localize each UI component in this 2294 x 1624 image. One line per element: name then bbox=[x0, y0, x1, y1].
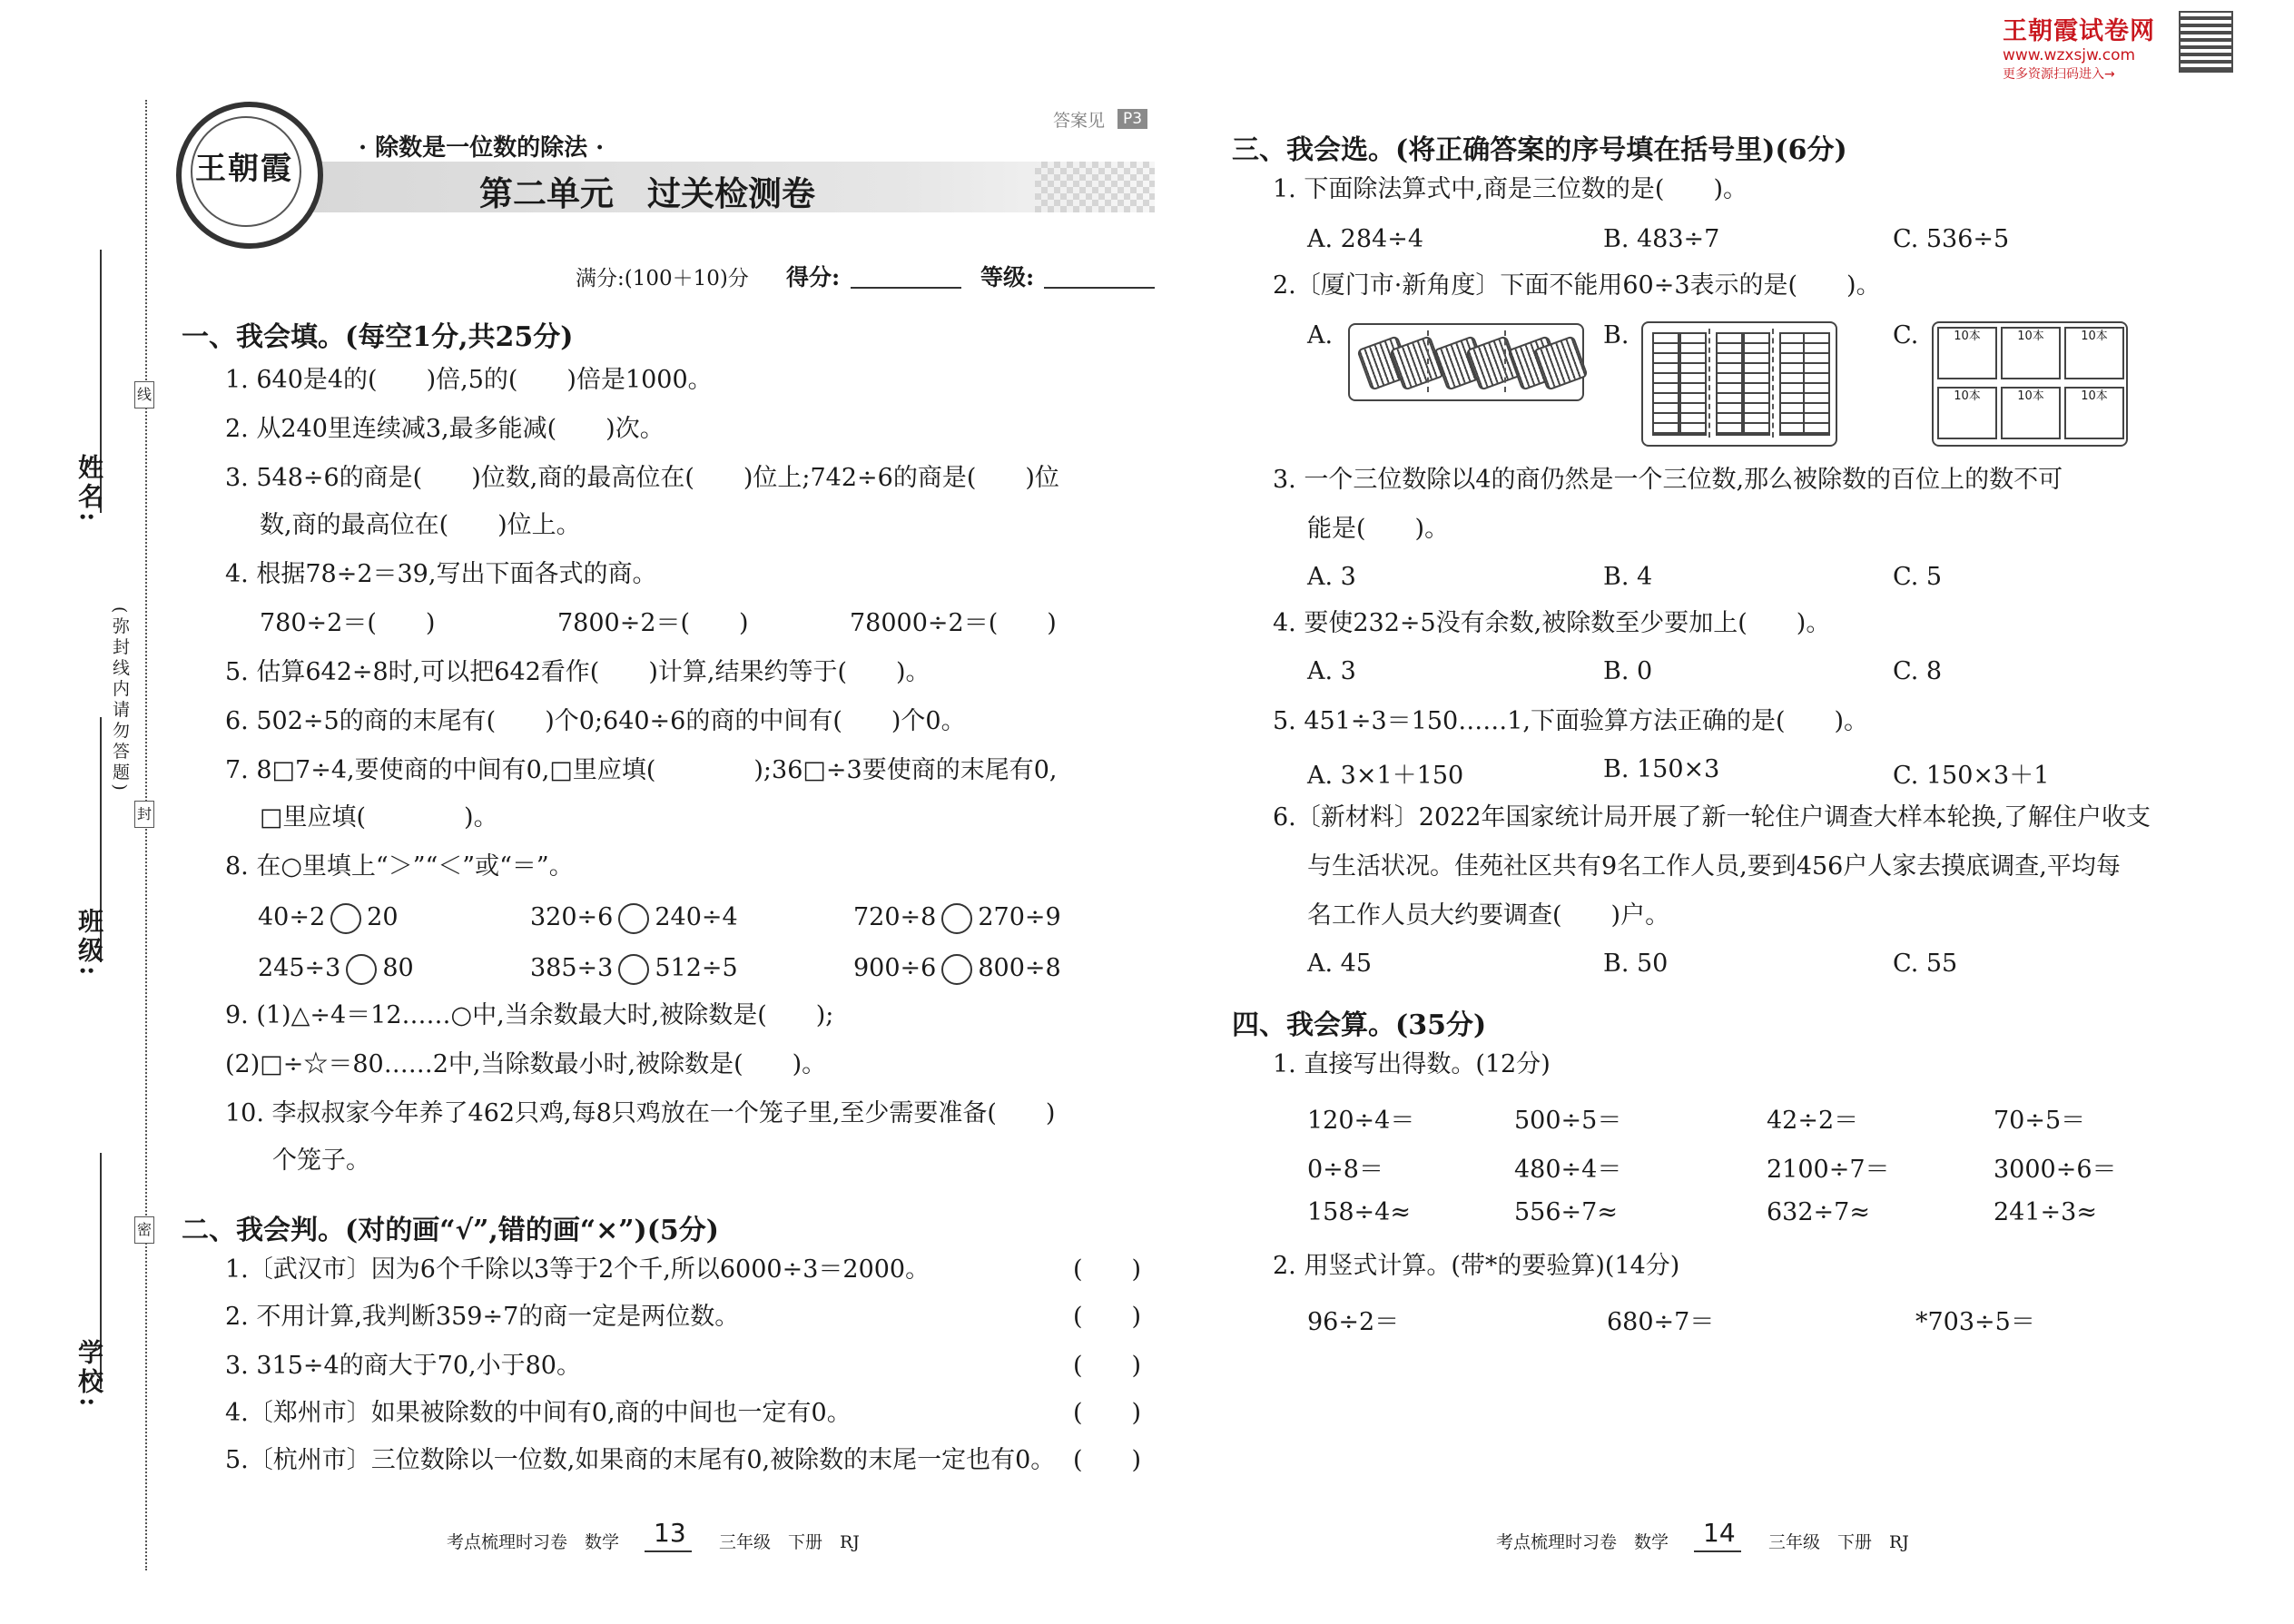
s3-q1-opt-b[interactable]: B. 483÷7 bbox=[1603, 225, 1720, 253]
calc-item: 3000÷6＝ bbox=[1994, 1156, 2117, 1184]
s3-q4-opt-c[interactable]: C. 8 bbox=[1893, 657, 1943, 685]
section3-title: 三、我会选。(将正确答案的序号填在括号里)(6分) bbox=[1232, 134, 1847, 166]
score-field[interactable] bbox=[851, 260, 961, 289]
book-stack-icon: 10本 bbox=[2001, 387, 2061, 439]
compare-2 bbox=[530, 902, 738, 934]
seal-mark-secret: 密 bbox=[134, 1216, 154, 1244]
s3-q2-label-c[interactable]: C. bbox=[1893, 321, 1919, 349]
cube-tower-icon bbox=[1716, 332, 1743, 436]
footer-left-post: 三年级 下册 RJ bbox=[719, 1532, 860, 1552]
s3-q6-cont2: 名工作人员大约要调查( )户。 bbox=[1307, 901, 1670, 930]
calc-item: 241÷3≈ bbox=[1994, 1198, 2097, 1226]
page-number-left: 13 bbox=[654, 1518, 686, 1548]
s2-q5: 5.〔杭州市〕三位数除以一位数,如果商的末尾有0,被除数的末尾一定也有0。 bbox=[225, 1446, 1056, 1474]
calc-item: 0÷8＝ bbox=[1307, 1156, 1383, 1184]
calc-item: 2100÷7＝ bbox=[1767, 1156, 1890, 1184]
s2-answer-bracket[interactable]: ( ) bbox=[1073, 1255, 1142, 1284]
s1-q10: 10. 李叔叔家今年养了462只鸡,每8只鸡放在一个笼子里,至少需要准备( ) bbox=[225, 1099, 1056, 1127]
seal-mark-line: 线 bbox=[134, 381, 154, 408]
compare-circle[interactable] bbox=[618, 954, 649, 985]
calc-item: 70÷5＝ bbox=[1994, 1107, 2086, 1135]
compare-left: 720÷8 bbox=[853, 903, 937, 931]
s1-q7-cont: □里应填( )。 bbox=[260, 803, 498, 832]
s3-q5-opt-a[interactable]: A. 3×1＋150 bbox=[1307, 762, 1464, 790]
s1-q3: 3. 548÷6的商是( )位数,商的最高位在( )位上;742÷6的商是( )位 bbox=[225, 464, 1059, 492]
compare-right: 20 bbox=[367, 903, 399, 931]
brand-tagline: 更多资源扫码进入→ bbox=[2003, 67, 2115, 82]
s3-q5: 5. 451÷3＝150……1,下面验算方法正确的是( )。 bbox=[1273, 707, 1869, 735]
qr-code-icon bbox=[2179, 11, 2233, 73]
s3-q4-opt-b[interactable]: B. 0 bbox=[1603, 657, 1653, 685]
brand-block bbox=[2003, 11, 2155, 83]
vertical-calc-item: 96÷2＝ bbox=[1307, 1308, 1400, 1336]
s2-answer-bracket[interactable]: ( ) bbox=[1073, 1352, 1142, 1380]
s2-answer-bracket[interactable]: ( ) bbox=[1073, 1303, 1142, 1331]
title-band-pattern bbox=[1035, 162, 1155, 212]
brand-name: 王朝霞试卷网 bbox=[2003, 17, 2155, 45]
school-label: 学校: bbox=[74, 1339, 104, 1411]
compare-right: 512÷5 bbox=[655, 954, 738, 982]
sticks-figure bbox=[1348, 323, 1584, 401]
vertical-calc-item: 680÷7＝ bbox=[1607, 1308, 1715, 1336]
calc-item: 120÷4＝ bbox=[1307, 1107, 1415, 1135]
s3-q4: 4. 要使232÷5没有余数,被除数至少要加上( )。 bbox=[1273, 609, 1831, 637]
s1-q4-b: 7800÷2＝( ) bbox=[557, 609, 749, 637]
compare-circle[interactable] bbox=[941, 954, 972, 985]
compare-left: 385÷3 bbox=[530, 954, 614, 982]
compare-1 bbox=[258, 902, 399, 934]
book-stack-icon: 10本 bbox=[1937, 327, 1997, 379]
calc-item: 500÷5＝ bbox=[1514, 1107, 1622, 1135]
footer-right-pre: 考点梳理时习卷 数学 bbox=[1496, 1532, 1669, 1552]
footer-right-post: 三年级 下册 RJ bbox=[1768, 1532, 1909, 1552]
s1-q9-1: 9. (1)△÷4＝12……○中,当余数最大时,被除数是( ); bbox=[225, 1001, 834, 1029]
seal-note: (弥封线内请勿答题) bbox=[110, 606, 130, 794]
book-stack-icon: 10本 bbox=[2001, 327, 2061, 379]
answer-page-badge: P3 bbox=[1117, 109, 1147, 129]
compare-4 bbox=[258, 953, 414, 985]
cube-tower-icon bbox=[1679, 332, 1707, 436]
s3-q1-opt-a[interactable]: A. 284÷4 bbox=[1307, 225, 1423, 253]
s3-q1-opt-c[interactable]: C. 536÷5 bbox=[1893, 225, 2010, 253]
cube-tower-icon bbox=[1652, 332, 1679, 436]
s1-q3-cont: 数,商的最高位在( )位上。 bbox=[260, 511, 581, 539]
book-stack-icon: 10本 bbox=[2064, 387, 2124, 439]
section2-title: 二、我会判。(对的画“√”,错的画“×”)(5分) bbox=[182, 1215, 719, 1246]
class-label: 班级: bbox=[74, 908, 104, 979]
calc-item: 556÷7≈ bbox=[1514, 1198, 1618, 1226]
compare-left: 320÷6 bbox=[530, 903, 614, 931]
s3-q6-cont1: 与生活状况。佳苑社区共有9名工作人员,要到456户人家去摸底调查,平均每 bbox=[1307, 852, 2121, 881]
books-figure bbox=[1932, 321, 2128, 447]
compare-left: 900÷6 bbox=[853, 954, 937, 982]
s4-sub1: 1. 直接写出得数。(12分) bbox=[1273, 1050, 1551, 1078]
calc-item: 480÷4＝ bbox=[1514, 1156, 1622, 1184]
calc-item: 42÷2＝ bbox=[1767, 1107, 1859, 1135]
compare-left: 40÷2 bbox=[258, 903, 326, 931]
calc-item: 632÷7≈ bbox=[1767, 1198, 1870, 1226]
s3-q3-cont: 能是( )。 bbox=[1307, 515, 1450, 543]
section1-title: 一、我会填。(每空1分,共25分) bbox=[182, 321, 574, 353]
divider bbox=[1427, 330, 1429, 392]
s2-answer-bracket[interactable]: ( ) bbox=[1073, 1446, 1142, 1474]
compare-circle[interactable] bbox=[330, 903, 361, 934]
cube-tower-icon bbox=[1743, 332, 1770, 436]
exam-title: 第二单元 过关检测卷 bbox=[479, 174, 815, 213]
compare-6 bbox=[853, 953, 1061, 985]
calc-item: 158÷4≈ bbox=[1307, 1198, 1411, 1226]
s1-q7: 7. 8□7÷4,要使商的中间有0,□里应填( );36□÷3要使商的末尾有0, bbox=[225, 756, 1058, 784]
s3-q6-opt-c[interactable]: C. 55 bbox=[1893, 950, 1958, 978]
compare-right: 800÷8 bbox=[978, 954, 1061, 982]
seal-mark-seal: 封 bbox=[134, 801, 154, 828]
divider bbox=[1772, 329, 1774, 438]
s3-q4-opt-a[interactable]: A. 3 bbox=[1307, 657, 1356, 685]
s2-q3: 3. 315÷4的商大于70,小于80。 bbox=[225, 1352, 581, 1380]
s1-q1: 1. 640是4的( )倍,5的( )倍是1000。 bbox=[225, 366, 713, 394]
s3-q5-opt-b[interactable]: B. 150×3 bbox=[1603, 755, 1720, 783]
logo-text: 王朝霞 bbox=[195, 151, 293, 187]
grade-label: 等级: bbox=[980, 264, 1035, 290]
s3-q5-opt-c[interactable]: C. 150×3＋1 bbox=[1893, 762, 2050, 790]
grade-field[interactable] bbox=[1044, 260, 1155, 289]
s1-q6: 6. 502÷5的商的末尾有( )个0;640÷6的商的中间有( )个0。 bbox=[225, 707, 966, 735]
page-number-right: 14 bbox=[1703, 1518, 1736, 1548]
brand-url: www.wzxsjw.com bbox=[2003, 46, 2136, 64]
s3-q6-opt-a[interactable]: A. 45 bbox=[1307, 950, 1373, 978]
s2-q1: 1.〔武汉市〕因为6个千除以3等于2个千,所以6000÷3＝2000。 bbox=[225, 1255, 930, 1284]
vertical-calc-item: *703÷5＝ bbox=[1915, 1308, 2035, 1336]
s1-q9-2: (2)□÷☆＝80……2中,当除数最小时,被除数是( )。 bbox=[225, 1050, 827, 1078]
cube-tower-icon bbox=[1803, 332, 1830, 436]
s2-q4: 4.〔郑州市〕如果被除数的中间有0,商的中间也一定有0。 bbox=[225, 1399, 852, 1427]
s3-q2-label-b[interactable]: B. bbox=[1603, 321, 1629, 349]
compare-right: 80 bbox=[382, 954, 414, 982]
logo-seal bbox=[176, 102, 323, 249]
s1-q4-c: 78000÷2＝( ) bbox=[850, 609, 1057, 637]
s3-q1: 1. 下面除法算式中,商是三位数的是( )。 bbox=[1273, 175, 1748, 203]
s1-q8: 8. 在○里填上“＞”“＜”或“＝”。 bbox=[225, 852, 574, 881]
divider bbox=[1504, 330, 1506, 392]
score-label: 得分: bbox=[786, 264, 841, 290]
compare-right: 270÷9 bbox=[978, 903, 1061, 931]
s3-q6: 6.〔新材料〕2022年国家统计局开展了新一轮住户调查大样本轮换,了解住户收支 bbox=[1273, 803, 2151, 832]
s1-q5: 5. 估算642÷8时,可以把642看作( )计算,结果约等于( )。 bbox=[225, 658, 930, 686]
s3-q2-label-a[interactable]: A. bbox=[1307, 321, 1334, 349]
compare-3 bbox=[853, 902, 1061, 934]
compare-circle[interactable] bbox=[941, 903, 972, 934]
compare-circle[interactable] bbox=[618, 903, 649, 934]
s2-q2: 2. 不用计算,我判断359÷7的商一定是两位数。 bbox=[225, 1303, 740, 1331]
compare-5 bbox=[530, 953, 738, 985]
compare-left: 245÷3 bbox=[258, 954, 341, 982]
divider bbox=[1708, 329, 1710, 438]
s3-q3-opt-b[interactable]: B. 4 bbox=[1603, 563, 1653, 591]
compare-right: 240÷4 bbox=[655, 903, 738, 931]
cubes-figure bbox=[1641, 321, 1837, 447]
s3-q3-opt-c[interactable]: C. 5 bbox=[1893, 563, 1943, 591]
s4-sub2: 2. 用竖式计算。(带*的要验算)(14分) bbox=[1273, 1252, 1680, 1280]
s1-q2: 2. 从240里连续减3,最多能减( )次。 bbox=[225, 415, 665, 443]
s3-q3: 3. 一个三位数除以4的商仍然是一个三位数,那么被除数的百位上的数不可 bbox=[1273, 466, 2063, 494]
s1-q4-a: 780÷2＝( ) bbox=[260, 609, 436, 637]
book-stack-icon: 10本 bbox=[2064, 327, 2124, 379]
page-number-underline bbox=[1694, 1550, 1741, 1552]
compare-circle[interactable] bbox=[346, 954, 377, 985]
seal-dotted-line bbox=[145, 100, 147, 1570]
footer-left-pre: 考点梳理时习卷 数学 bbox=[447, 1532, 620, 1552]
s3-q3-opt-a[interactable]: A. 3 bbox=[1307, 563, 1356, 591]
s1-q4: 4. 根据78÷2＝39,写出下面各式的商。 bbox=[225, 560, 657, 588]
answer-ref: 答案见 bbox=[1053, 111, 1106, 131]
name-label: 姓名: bbox=[74, 454, 104, 526]
full-marks: 满分:(100＋10)分 bbox=[576, 267, 749, 290]
s3-q6-opt-b[interactable]: B. 50 bbox=[1603, 950, 1669, 978]
unit-subtitle: · 除数是一位数的除法 · bbox=[359, 134, 605, 162]
book-stack-icon: 10本 bbox=[1937, 387, 1997, 439]
s1-q10-cont: 个笼子。 bbox=[272, 1147, 370, 1175]
page-number-underline bbox=[645, 1550, 692, 1552]
section4-title: 四、我会算。(35分) bbox=[1232, 1009, 1487, 1041]
s3-q2: 2.〔厦门市·新角度〕下面不能用60÷3表示的是( )。 bbox=[1273, 271, 1881, 300]
s2-answer-bracket[interactable]: ( ) bbox=[1073, 1399, 1142, 1427]
